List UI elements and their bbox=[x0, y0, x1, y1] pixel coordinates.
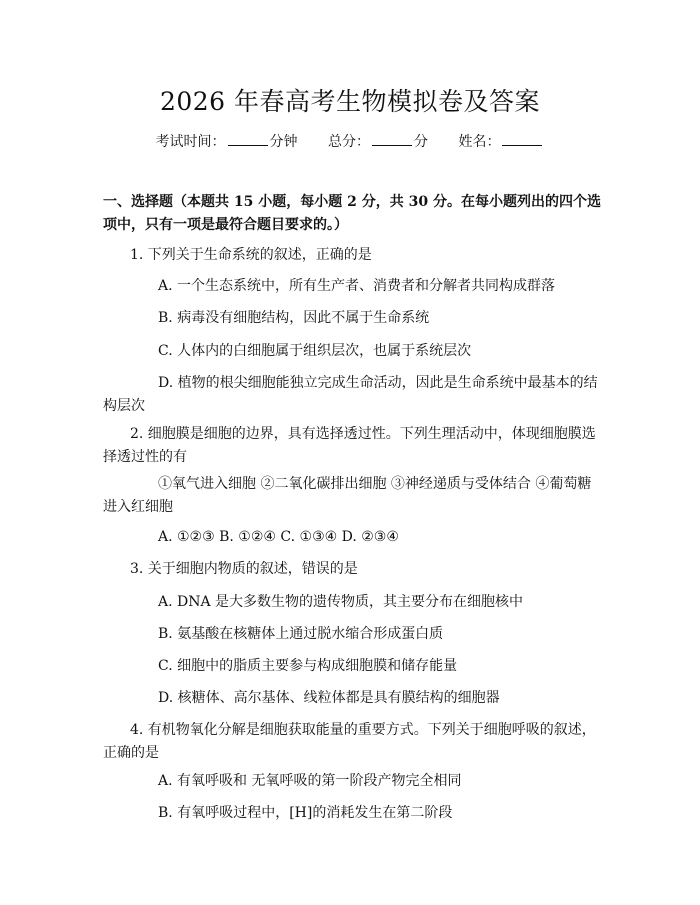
question-1-option-d: D. 植物的根尖细胞能独立完成生命活动，因此是生命系统中最基本的结构层次 bbox=[103, 375, 598, 414]
question-1-stem: 1. 下列关于生命系统的叙述，正确的是 bbox=[130, 247, 372, 263]
total-score bbox=[328, 134, 428, 150]
question-1-option-b: B. 病毒没有细胞结构，因此不属于生命系统 bbox=[158, 310, 430, 326]
student-name bbox=[458, 134, 544, 150]
question-4-stem: 4. 有机物氧化分解是细胞获取能量的重要方式。下列关于细胞呼吸的叙述，正确的是 bbox=[103, 722, 596, 761]
question-3-option-b: B. 氨基酸在核糖体上通过脱水缩合形成蛋白质 bbox=[158, 626, 444, 642]
total-score-unit: 分 bbox=[414, 134, 428, 150]
question-2-items: ①氧气进入细胞 ②二氧化碳排出细胞 ③神经递质与受体结合 ④葡萄糖进入红细胞 bbox=[103, 476, 592, 515]
question-3-option-d: D. 核糖体、高尔基体、线粒体都是具有膜结构的细胞器 bbox=[158, 690, 500, 706]
student-name-blank bbox=[502, 145, 542, 146]
page-title: 2026 年春高考生物模拟卷及答案 bbox=[159, 87, 541, 116]
question-1-option-c: C. 人体内的白细胞属于组织层次，也属于系统层次 bbox=[158, 343, 472, 359]
question-4-option-b: B. 有氧呼吸过程中，[H]的消耗发生在第二阶段 bbox=[158, 805, 453, 821]
exam-time bbox=[156, 134, 298, 150]
question-3-stem: 3. 关于细胞内物质的叙述，错误的是 bbox=[130, 561, 358, 577]
question-2-stem: 2. 细胞膜是细胞的边界，具有选择透过性。下列生理活动中，体现细胞膜选择透过性的有 bbox=[103, 426, 596, 465]
section-heading: 一、选择题（本题共 15 小题，每小题 2 分，共 30 分。在每小题列出的四个选项中，只有一项是最符合题目要求的。） bbox=[103, 194, 601, 233]
question-3-option-c: C. 细胞中的脂质主要参与构成细胞膜和储存能量 bbox=[158, 658, 458, 674]
total-score-blank bbox=[372, 145, 412, 146]
question-2-options: A. ①②③ B. ①②④ C. ①③④ D. ②③④ bbox=[158, 529, 399, 545]
exam-time-blank bbox=[228, 145, 268, 146]
exam-time-unit: 分钟 bbox=[269, 134, 298, 150]
question-4-option-a: A. 有氧呼吸和 无氧呼吸的第一阶段产物完全相同 bbox=[158, 773, 462, 789]
question-3-option-a: A. DNA 是大多数生物的遗传物质，其主要分布在细胞核中 bbox=[158, 594, 524, 610]
exam-time-label: 考试时间： bbox=[155, 134, 226, 150]
student-name-label: 姓名： bbox=[458, 134, 501, 150]
question-1-option-a: A. 一个生态系统中，所有生产者、消费者和分解者共同构成群落 bbox=[158, 278, 556, 294]
exam-meta bbox=[0, 131, 700, 151]
total-score-label: 总分： bbox=[328, 134, 370, 150]
